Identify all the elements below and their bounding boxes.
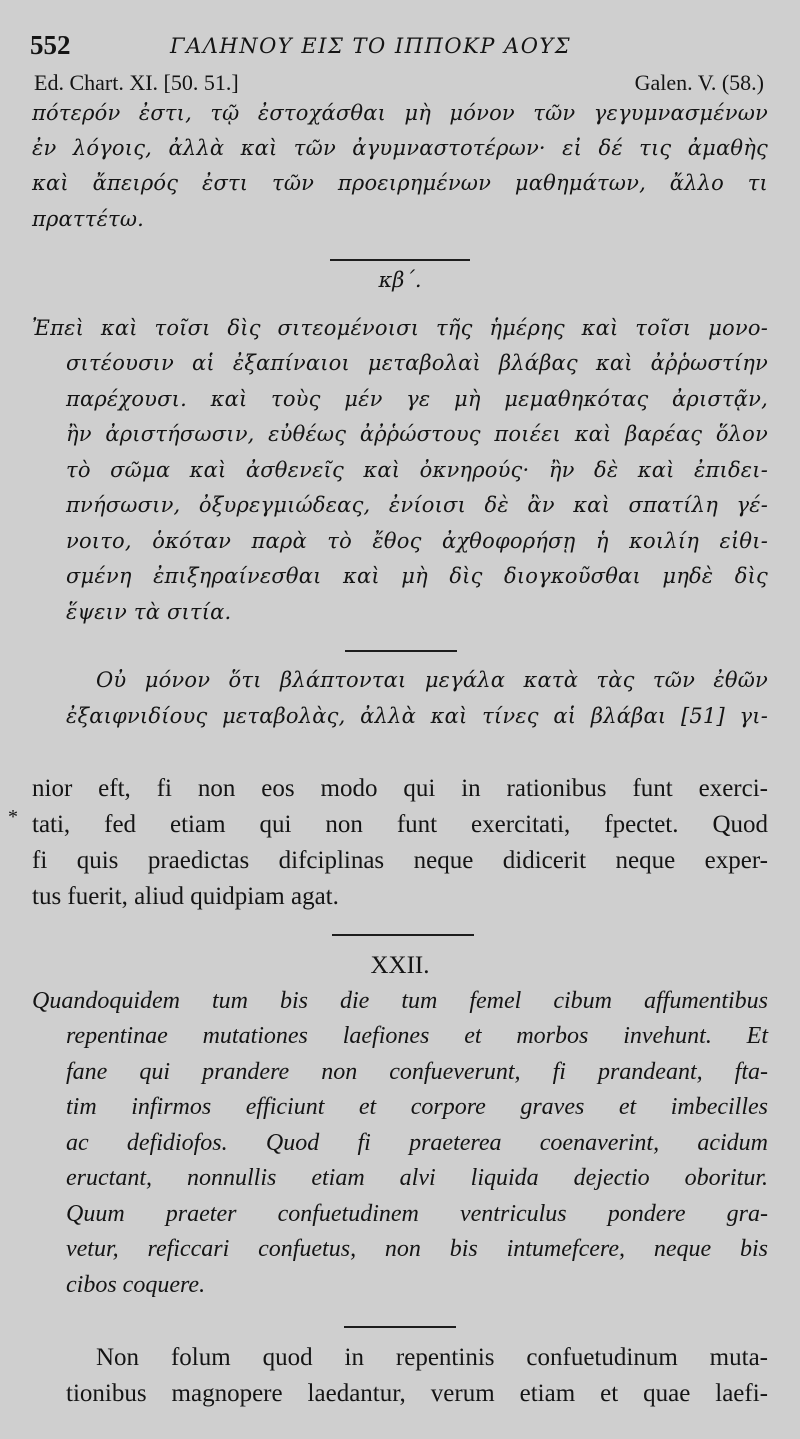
text-line: ἐν λόγοις, ἀλλὰ καὶ τῶν ἀγυμναστοτέρων· εἰ δέ τις ἀμαθὴς — [32, 136, 768, 160]
section-divider — [344, 1326, 456, 1328]
margin-mark: * — [8, 806, 18, 828]
text-line: Οὐ μόνον ὅτι βλάπτονται μεγάλα κατὰ τὰς τῶν ἐθῶν — [96, 668, 768, 692]
edition-reference-right: Galen. V. (58.) — [634, 70, 764, 95]
text-line: σμένη ἐπιξηραίνεσθαι καὶ μὴ δὶς διογκοῦσθαι μηδὲ δὶς — [66, 564, 768, 588]
text-line: fane qui prandere non confueverunt, fi prandeant, fta- — [66, 1059, 768, 1085]
text-line: eructant, nonnullis etiam alvi liquida dejectio oboritur. — [66, 1165, 768, 1191]
text-line: ἐξαιφνιδίους μεταβολὰς, ἀλλὰ καὶ τίνες αἱ βλάβαι [51] γι- — [66, 704, 768, 728]
text-line: παρέχουσι. καὶ τοὺς μέν γε μὴ μεμαθηκότας ἀριστᾷν, — [66, 387, 768, 411]
text-line: cibos coquere. — [66, 1272, 206, 1298]
text-line: νοιτο, ὁκόταν παρὰ τὸ ἔθος ἀχθοφορήσῃ ἡ κοιλίη εἰθι- — [66, 529, 768, 553]
text-line: Ἐπεὶ καὶ τοῖσι δὶς σιτεομένοισι τῆς ἡμέρης καὶ τοῖσι μονο- — [32, 316, 768, 340]
text-line: Quum praeter confuetudinem ventriculus pondere gra- — [66, 1201, 768, 1227]
text-line: repentinae mutationes laefiones et morbos invehunt. Et — [66, 1023, 768, 1049]
greek-section-number: κβ΄. — [378, 268, 422, 292]
section-divider — [345, 650, 457, 652]
text-line: πραττέτω. — [32, 207, 145, 231]
text-line: ἢν ἀριστήσωσιν, εὐθέως ἀῤῥώστους ποιέει καὶ βαρέας ὅλον — [66, 422, 768, 446]
text-line: Non folum quod in repentinis confuetudinum muta- — [96, 1344, 768, 1371]
text-line: ἕψειν τὰ σιτία. — [66, 600, 232, 624]
text-line: tati, fed etiam qui non funt exercitati, fpectet. Quod — [32, 811, 768, 838]
text-line: Quandoquidem tum bis die tum femel cibum affumentibus — [32, 988, 768, 1014]
section-divider — [332, 934, 474, 936]
edition-reference-left: Ed. Chart. XI. [50. 51.] — [34, 70, 239, 95]
text-line: καὶ ἄπειρός ἐστι τῶν προειρημένων μαθημάτων, ἄλλο τι — [32, 171, 768, 195]
text-line: τὸ σῶμα καὶ ἀσθενεῖς καὶ ὀκνηρούς· ἢν δὲ καὶ ἐπιδει- — [66, 458, 768, 482]
text-line: πότερόν ἐστι, τῷ ἐστοχάσθαι μὴ μόνον τῶν γεγυμνασμένων — [32, 101, 768, 125]
text-line: πνήσωσιν, ὀξυρεγμιώδεας, ἐνίοισι δὲ ἂν καὶ σπατίλη γέ- — [66, 493, 768, 517]
text-line: vetur, reficcari confuetus, non bis intumefcere, neque bis — [66, 1236, 768, 1262]
text-line: nior eft, fi non eos modo qui in rationibus funt exerci- — [32, 775, 768, 802]
page-number: 552 — [30, 30, 71, 60]
text-line: tionibus magnopere laedantur, verum etiam et quae laefi- — [66, 1380, 768, 1407]
text-line: tus fuerit, aliud quidpiam agat. — [32, 883, 339, 910]
latin-section-number: XXII. — [370, 952, 430, 979]
section-divider — [330, 259, 470, 261]
running-title: ΓΑΛΗΝΟΥ ΕΙΣ ΤΟ ΙΠΠΟΚΡ ΑΟΥΣ — [170, 34, 572, 58]
text-line: σιτέουσιν αἱ ἐξαπίναιοι μεταβολαὶ βλάβας καὶ ἀῤῥωστίην — [66, 351, 768, 375]
text-line: tim infirmos efficiunt et corpore graves et imbecilles — [66, 1094, 768, 1120]
text-line: fi quis praedictas difciplinas neque didicerit neque exper- — [32, 847, 768, 874]
text-line: ac defidiofos. Quod fi praeterea coenaverint, acidum — [66, 1130, 768, 1156]
